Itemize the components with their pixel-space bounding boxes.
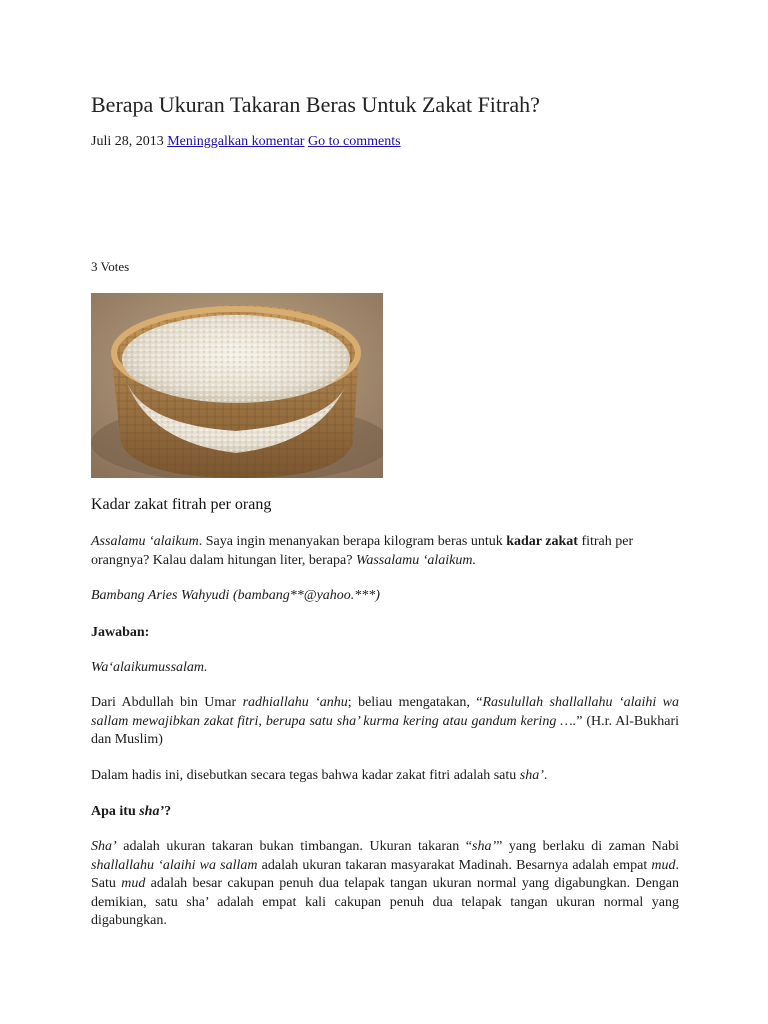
question-paragraph [91, 533, 679, 570]
post-date: Juli 28, 2013 [91, 134, 164, 149]
definition-text: adalah ukuran takaran bukan timbangan. Ukuran takaran “ [116, 839, 472, 854]
article-meta [91, 134, 401, 150]
definition-text: . Satu [91, 857, 679, 891]
explanation-end: . [543, 768, 548, 783]
sha-term: sha’ [472, 839, 497, 854]
hadith-paragraph [91, 694, 679, 750]
hadith-quote: Rasulullah shallallahu ‘alaihi wa sallam mewajibkan zakat fitri, berupa satu sha’ kurma kering atau gandum kering …. [91, 695, 679, 729]
sha-heading-prefix: Apa itu [91, 804, 140, 819]
sha-definition-paragraph [91, 838, 679, 931]
go-to-comments-link[interactable]: Go to comments [307, 134, 401, 149]
question-text-cont: fitrah per orangnya? Kalau dalam hitungan liter, berapa? [91, 534, 634, 568]
answer-label [91, 624, 679, 643]
section-heading: Kadar zakat fitrah per orang [91, 496, 272, 513]
answer-greeting-text: Wa‘alaikumussalam. [91, 660, 208, 675]
definition-text: adalah ukuran takaran masyarakat Madinah. Besarnya adalah empat [257, 857, 652, 873]
mud-term: mud [651, 857, 676, 873]
asker-name [91, 587, 679, 606]
question-text: . Saya ingin menanyakan berapa kilogram beras untuk [198, 534, 507, 549]
honorific-text: shallallahu ‘alaihi wa sallam [91, 857, 258, 873]
votes-count: 3 Votes [91, 259, 130, 274]
closing-greeting: Wassalamu ‘alaikum. [355, 552, 476, 568]
sha-heading-text [91, 804, 171, 819]
answer-greeting [91, 659, 679, 678]
asker-text: Bambang Aries Wahyudi (bambang**@yahoo.***) [91, 588, 380, 603]
hadith-honorific: radhiallahu ‘anhu [242, 695, 348, 710]
mud-term: mud [121, 876, 146, 891]
explanation-text: Dalam hadis ini, disebutkan secara tegas bahwa kadar zakat fitri adalah satu [91, 768, 520, 783]
hadith-said: ; beliau mengatakan, “ [347, 695, 483, 710]
hadith-intro: Dari Abdullah bin Umar [91, 695, 243, 710]
definition-text: ” yang berlaku di zaman Nabi [496, 839, 679, 854]
sha-heading [91, 803, 679, 822]
leave-comment-link[interactable]: Meninggalkan komentar [167, 134, 305, 149]
greeting-text: Assalamu ‘alaikum [91, 534, 199, 549]
article-title: Berapa Ukuran Takaran Beras Untuk Zakat Fitrah? [91, 92, 540, 117]
hadith-source: ” (H.r. Al-Bukhari dan Muslim) [91, 713, 679, 747]
rice-basket-image [91, 293, 383, 478]
sha-heading-mark: ? [164, 804, 172, 819]
definition-text: adalah besar cakupan penuh dua telapak tangan ukuran normal yang digabungkan. Dengan demikian, satu sha’ adalah empat kali cakupan penuh dua telapak tangan ukuran normal yang digabungkan. [91, 876, 679, 928]
bold-term: kadar zakat [506, 534, 578, 549]
answer-label-text: Jawaban: [91, 625, 150, 640]
sha-heading-term: sha’ [139, 804, 165, 819]
sha-term: sha’ [519, 768, 544, 783]
sha-term: Sha’ [91, 839, 117, 854]
explanation-paragraph [91, 767, 679, 786]
